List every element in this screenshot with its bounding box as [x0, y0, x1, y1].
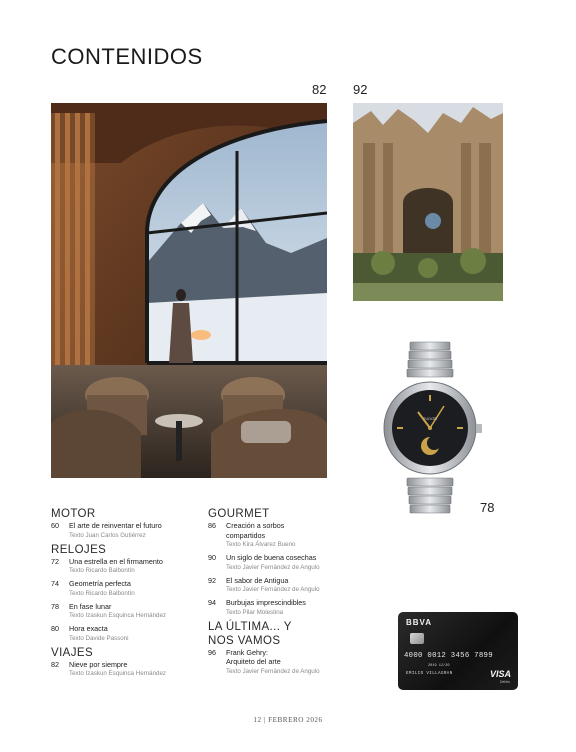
entry-title: Burbujas imprescindibles [226, 598, 306, 607]
entry-title: Geometría perfecta [69, 579, 131, 588]
card-bank-name: BBVA [406, 618, 433, 627]
entry-title: En fase lunar [69, 601, 112, 611]
section-heading: MOTOR [51, 508, 96, 520]
entry-title: El arte de reinventar el futuro [69, 521, 162, 530]
contents-entry[interactable] [208, 576, 358, 595]
entry-credit: Texto Javier Fernández de Angulo [226, 586, 320, 593]
entry-credit: Texto Izaskun Esquinca Hernández [69, 670, 166, 677]
card-brand-sub: Débito [499, 680, 510, 684]
contents-column-right [208, 507, 358, 676]
contents-column-left [51, 507, 201, 678]
entry-page: 94 [208, 598, 216, 607]
entry-page: 74 [51, 579, 59, 588]
entry-title: Frank Gehry: Arquiteto del arte [226, 647, 281, 666]
card-chip-icon [410, 633, 424, 644]
watch-photo-page-number: 78 [480, 500, 495, 515]
entry-page: 78 [51, 601, 59, 611]
entry-title: El sabor de Antigua [226, 575, 289, 585]
entry-page: 86 [208, 521, 216, 530]
card-number: 4000 0012 3456 7899 [404, 652, 493, 660]
ruins-photo [353, 103, 503, 301]
entry-credit: Texto Pilar Molestina [226, 608, 284, 616]
contents-entry[interactable] [51, 521, 201, 540]
section-heading: VIAJES [51, 646, 94, 659]
card-expiry: 2019 12/20 [428, 664, 450, 668]
entry-page: 92 [208, 575, 216, 585]
contents-entry[interactable] [208, 553, 358, 572]
entry-page: 82 [51, 659, 59, 669]
entry-credit: Texto Juan Carlos Gutiérrez [69, 531, 146, 539]
bank-card-image [398, 612, 518, 690]
contents-entry[interactable] [208, 598, 358, 617]
page-title: CONTENIDOS [51, 44, 203, 69]
entry-title: Nieve por siempre [69, 659, 128, 669]
contents-entry[interactable] [208, 648, 358, 676]
card-brand-logo: VISA [489, 669, 511, 679]
entry-page: 80 [51, 624, 59, 633]
entry-title: Hora exacta [69, 624, 108, 633]
entry-page: 90 [208, 553, 216, 562]
section-heading: RELOJES [51, 543, 107, 556]
entry-credit: Texto Ricardo Balbontín [69, 589, 135, 597]
watch-brand: TUDOR [422, 416, 438, 421]
entry-page: 72 [51, 556, 59, 566]
ruins-illustration [353, 103, 503, 301]
section-heading: GOURMET [208, 508, 270, 520]
contents-entry[interactable] [51, 557, 201, 576]
hotel-lounge-photo [51, 103, 327, 478]
entry-credit: Texto Davide Passoni [69, 634, 129, 642]
contents-entry[interactable] [51, 579, 201, 598]
page-footer: 12 | FEBRERO 2026 [253, 716, 323, 724]
entry-title: Creación a sorbos compartidos [226, 521, 285, 540]
wristwatch-illustration [378, 340, 483, 515]
entry-credit: Texto Kira Álvarez Bueno [226, 541, 296, 548]
contents-entry[interactable] [51, 624, 201, 643]
card-holder: EMILIO VILLAGRAN [406, 672, 453, 676]
entry-page: 60 [51, 521, 59, 530]
wristwatch-image [378, 340, 483, 515]
hotel-lounge-illustration [51, 103, 327, 478]
entry-credit: Texto Javier Fernández de Angulo [226, 563, 320, 571]
ruins-photo-page-number: 92 [353, 82, 368, 97]
contents-entry[interactable] [51, 602, 201, 621]
entry-page: 96 [208, 647, 216, 657]
entry-title: Una estrella en el firmamento [69, 556, 163, 566]
hero-photo-page-number: 82 [312, 82, 327, 97]
entry-credit: Texto Ricardo Balbontín [69, 567, 135, 574]
contents-entry[interactable] [51, 660, 201, 679]
contents-entry[interactable] [208, 521, 358, 549]
section-heading: LA ÚLTIMA... Y NOS VAMOS [208, 620, 292, 647]
entry-title: Un siglo de buena cosechas [226, 553, 317, 562]
entry-credit: Texto Izaskun Esquinca Hernández [69, 612, 166, 619]
entry-credit: Texto Javier Fernández de Angulo [226, 667, 320, 675]
